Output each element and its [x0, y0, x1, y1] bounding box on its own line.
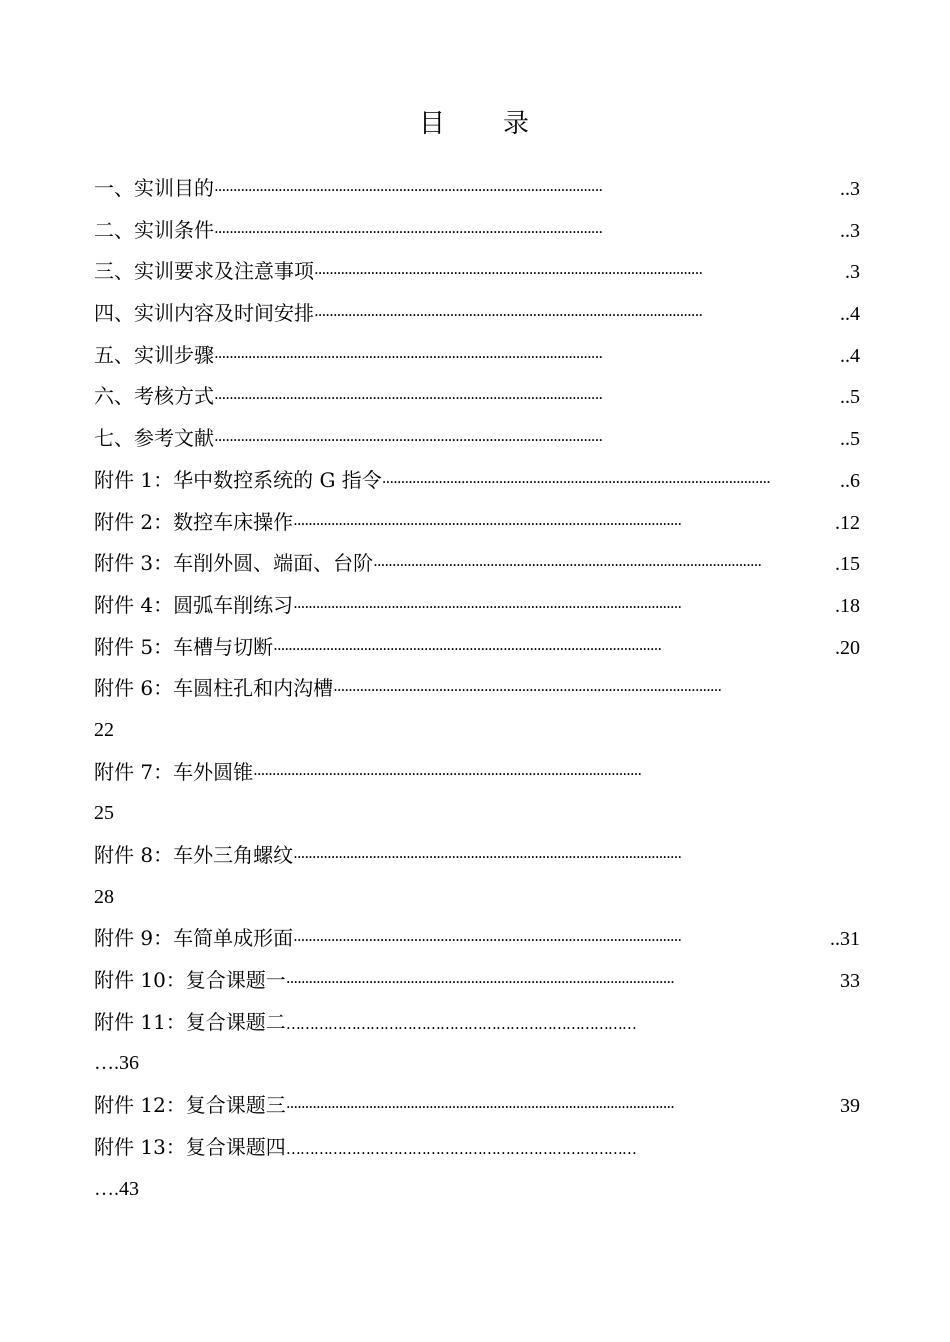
toc-entry-label: 一、实训目的 — [94, 176, 214, 200]
toc-entry-leader: ······································································································· — [293, 848, 682, 866]
toc-entry-page-wrapped: ….36 — [94, 1052, 139, 1075]
toc-entry-page: ..4 — [840, 344, 860, 367]
toc-entry-page: .3 — [845, 261, 860, 284]
toc-entry-leader: ······································································································· — [373, 556, 762, 575]
toc-entry — [94, 335, 860, 377]
toc-entry-label: 附件 4：圆弧车削练习 — [94, 592, 294, 617]
toc-entry-label: 附件 5：车槽与切断 — [94, 634, 274, 659]
toc-entry — [94, 1002, 860, 1044]
toc-entry-leader: ······································································································· — [285, 1098, 674, 1117]
toc-entry-page-wrapped: 28 — [94, 885, 114, 908]
toc-entry-label: 附件 12：复合课题三 — [94, 1093, 286, 1118]
toc-entry — [94, 1085, 860, 1127]
toc-entry-leader: ······································································································· — [253, 764, 642, 783]
toc-entry-page: ..5 — [840, 428, 860, 451]
toc-entry-leader: ······································································································· — [293, 931, 682, 950]
toc-entry — [94, 210, 860, 252]
toc-entry-label: 二、实训条件 — [94, 217, 214, 242]
toc-entry — [94, 585, 860, 627]
toc-title-char-2: 录 — [503, 109, 532, 139]
toc-entry-leader: ………………………………………………………………… — [285, 1139, 636, 1158]
toc-title — [0, 104, 950, 144]
toc-entry — [94, 460, 860, 502]
toc-entry-leader: ······································································································· — [314, 264, 703, 283]
toc-entry-label: 附件 2：数控车床操作 — [94, 509, 294, 534]
toc-entry — [94, 376, 860, 418]
toc-entry — [94, 668, 860, 710]
toc-entry-page: ..4 — [840, 303, 860, 326]
toc-entry-leader: ······································································································· — [214, 347, 603, 366]
toc-entry-label: 附件 7：车外圆锥 — [94, 759, 254, 784]
toc-entry-leader: ······································································································· — [293, 514, 682, 533]
toc-entry-page-wrapped: ….43 — [94, 1177, 139, 1200]
toc-entry-leader: ………………………………………………………………… — [285, 1014, 636, 1033]
toc-entry-leader: ······································································································· — [273, 639, 662, 658]
toc-entry-label: 五、实训步骤 — [94, 342, 214, 367]
toc-entry-page: ..6 — [840, 469, 860, 492]
toc-entry — [94, 418, 860, 460]
toc-entry-label: 附件 6：车圆柱孔和内沟槽 — [94, 676, 334, 701]
toc-entry — [94, 251, 860, 293]
toc-entry — [94, 502, 860, 544]
toc-entry — [94, 1127, 860, 1169]
toc-entry-page-continued — [94, 793, 860, 835]
toc-entry-page: ..3 — [840, 219, 860, 242]
toc-entry — [94, 168, 860, 210]
toc-entry-page: .12 — [835, 511, 860, 534]
toc-entry-page-continued — [94, 1043, 860, 1085]
toc-entry-label: 附件 1：华中数控系统的 G 指令 — [94, 467, 382, 492]
toc-entry-label: 附件 3：车削外圆、端面、台阶 — [94, 551, 374, 576]
toc-entry-page-continued — [94, 877, 860, 919]
toc-entry-page: .18 — [835, 594, 860, 617]
toc-entry — [94, 960, 860, 1002]
toc-entry — [94, 835, 860, 877]
toc-entry-page-continued — [94, 710, 860, 752]
toc-entry-page-wrapped: 25 — [94, 802, 114, 825]
toc-entry-page: ..3 — [840, 178, 860, 200]
toc-title-char-1: 目 — [418, 109, 447, 139]
toc-entry-leader: ······································································································· — [214, 431, 603, 450]
toc-entry-leader: ······································································································· — [293, 597, 682, 616]
toc-entry-leader: ······································································································· — [214, 222, 603, 241]
toc-entry — [94, 293, 860, 335]
toc-entry — [94, 627, 860, 669]
toc-entry — [94, 752, 860, 794]
toc-entry-page: ..5 — [840, 386, 860, 409]
toc-entry — [94, 918, 860, 960]
toc-entry-label: 附件 13：复合课题四 — [94, 1134, 286, 1159]
toc-entry-label: 附件 11：复合课题二 — [94, 1009, 286, 1034]
toc-entry-page-continued — [94, 1169, 860, 1211]
table-of-contents — [94, 168, 860, 1210]
toc-entry-label: 七、参考文献 — [94, 426, 214, 451]
toc-entry-label: 附件 8：车外三角螺纹 — [94, 843, 294, 867]
toc-entry-page: ..31 — [830, 928, 860, 951]
toc-entry-leader: ······································································································· — [214, 389, 603, 408]
toc-entry — [94, 543, 860, 585]
toc-entry-page: .15 — [835, 553, 860, 576]
toc-entry-leader: ······································································································· — [333, 681, 722, 700]
toc-entry-page: 39 — [840, 1095, 860, 1118]
toc-entry-leader: ······································································································· — [285, 973, 674, 992]
toc-entry-page-wrapped: 22 — [94, 718, 114, 741]
toc-entry-label: 六、考核方式 — [94, 384, 214, 409]
toc-entry-label: 附件 9：车简单成形面 — [94, 926, 294, 951]
toc-entry-page: .20 — [835, 636, 860, 659]
toc-entry-page: 33 — [840, 970, 860, 993]
toc-entry-label: 附件 10：复合课题一 — [94, 968, 286, 993]
toc-entry-leader: ······································································································· — [381, 472, 770, 491]
toc-entry-leader: ······································································································· — [314, 306, 703, 325]
toc-entry-label: 三、实训要求及注意事项 — [94, 259, 314, 284]
toc-entry-leader: ······································································································· — [214, 181, 603, 199]
toc-entry-label: 四、实训内容及时间安排 — [94, 301, 314, 326]
